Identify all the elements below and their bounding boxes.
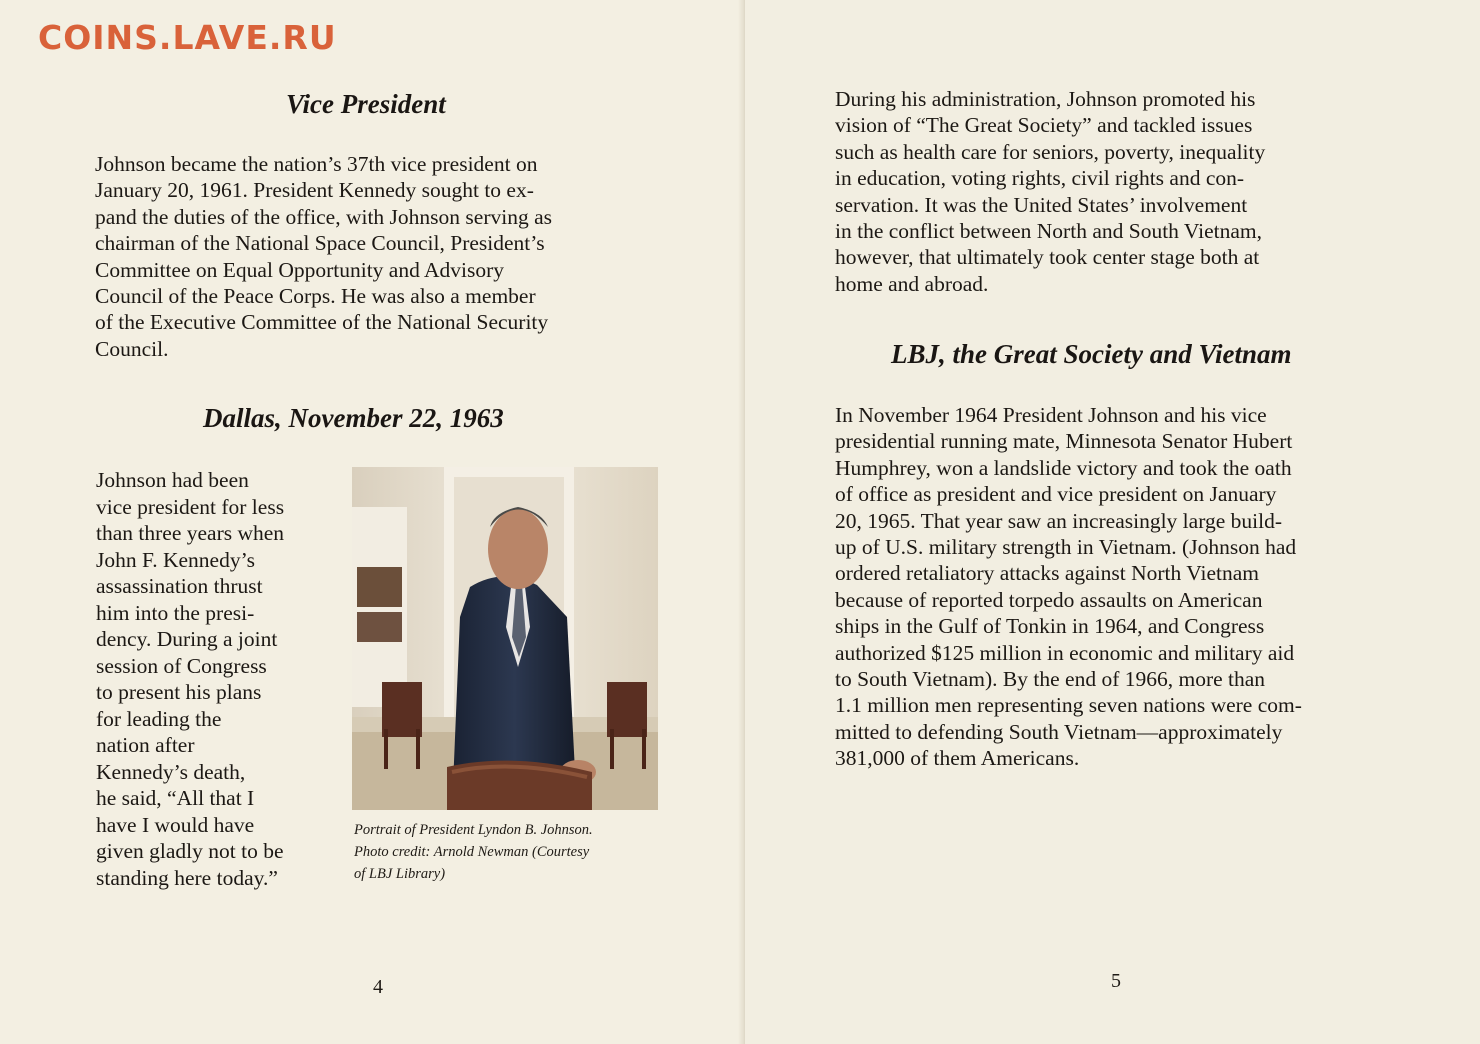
text-line: Johnson had been bbox=[96, 468, 249, 492]
text-line: given gladly not to be bbox=[96, 839, 284, 863]
text-line: of the Executive Committee of the National Security bbox=[95, 310, 549, 335]
text-line: nation after bbox=[96, 733, 195, 757]
text-line: Council of the Peace Corps. He was also a member bbox=[95, 284, 536, 309]
text-line: he said, “All that I bbox=[96, 786, 255, 810]
text-line: servation. It was the United States’ involvement bbox=[835, 192, 1248, 217]
caption-line: Portrait of President Lyndon B. Johnson. bbox=[354, 822, 593, 838]
text-line: presidential running mate, Minnesota Senator Hubert bbox=[835, 429, 1293, 454]
text-line: him into the presi- bbox=[96, 600, 255, 625]
text-line: have I would have bbox=[96, 812, 255, 837]
text-line: Humphrey, won a landslide victory and took the oath bbox=[835, 455, 1292, 480]
text-line: ships in the Gulf of Tonkin in 1964, and Congress bbox=[835, 614, 1265, 639]
vice-president-paragraph bbox=[95, 151, 552, 362]
dallas-paragraph bbox=[96, 467, 284, 891]
vietnam-paragraph bbox=[835, 402, 1302, 772]
text-line: in education, voting rights, civil rights and con- bbox=[835, 166, 1245, 191]
text-line: to South Vietnam). By the end of 1966, more than bbox=[835, 667, 1266, 692]
text-line: mitted to defending South Vietnam—approximately bbox=[835, 719, 1283, 744]
text-line: to present his plans bbox=[96, 680, 262, 704]
text-line: ordered retaliatory attacks against North Vietnam bbox=[835, 561, 1259, 586]
text-line: Kennedy’s death, bbox=[96, 759, 246, 784]
portrait-photo bbox=[352, 467, 658, 810]
text-line: for leading the bbox=[96, 706, 222, 731]
text-line: of office as president and vice president on January bbox=[835, 482, 1277, 507]
text-line: up of U.S. military strength in Vietnam. (Johnson had bbox=[835, 535, 1297, 560]
photo-caption bbox=[354, 819, 593, 885]
text-line: Council. bbox=[95, 336, 169, 361]
text-line: dency. During a joint bbox=[96, 627, 278, 651]
text-line: standing here today.” bbox=[96, 865, 278, 890]
caption-line: Photo credit: Arnold Newman (Courtesy bbox=[354, 844, 590, 860]
text-line: January 20, 1961. President Kennedy sought to ex- bbox=[95, 178, 534, 203]
text-line: such as health care for seniors, poverty, inequality bbox=[835, 139, 1266, 164]
caption-line: of LBJ Library) bbox=[354, 866, 446, 882]
text-line: assassination thrust bbox=[96, 574, 263, 598]
text-line: in the conflict between North and South Vietnam, bbox=[835, 219, 1263, 244]
text-line: During his administration, Johnson promoted his bbox=[835, 87, 1256, 111]
heading-dallas: Dallas, November 22, 1963 bbox=[203, 403, 504, 433]
text-line: however, that ultimately took center stage both at bbox=[835, 245, 1260, 270]
text-line: 1.1 million men representing seven nations were com- bbox=[835, 693, 1302, 718]
page-number-right: 5 bbox=[1111, 970, 1121, 992]
text-line: session of Congress bbox=[96, 653, 267, 678]
text-line: In November 1964 President Johnson and his vice bbox=[835, 403, 1267, 427]
text-line: John F. Kennedy’s bbox=[96, 547, 255, 572]
heading-vice-president: Vice President bbox=[286, 89, 446, 119]
page-number-left: 4 bbox=[373, 976, 383, 998]
portrait-illustration bbox=[352, 467, 658, 810]
right-page bbox=[745, 0, 1480, 1044]
text-line: vision of “The Great Society” and tackled issues bbox=[835, 113, 1253, 138]
text-line: vice president for less bbox=[96, 494, 285, 519]
text-line: 381,000 of them Americans. bbox=[835, 746, 1080, 771]
text-line: pand the duties of the office, with Johnson serving as bbox=[95, 204, 552, 229]
watermark: COINS.LAVE.RU bbox=[38, 18, 337, 57]
text-line: home and abroad. bbox=[835, 271, 989, 296]
great-society-intro-paragraph bbox=[835, 86, 1265, 297]
text-line: authorized $125 million in economic and military aid bbox=[835, 640, 1295, 665]
text-line: than three years when bbox=[96, 521, 285, 545]
text-line: 20, 1965. That year saw an increasingly large build- bbox=[835, 508, 1282, 533]
text-line: because of reported torpedo assaults on American bbox=[835, 587, 1263, 612]
text-line: chairman of the National Space Council, President’s bbox=[95, 231, 545, 256]
text-line: Johnson became the nation’s 37th vice president on bbox=[95, 152, 538, 176]
heading-lbj-great-society: LBJ, the Great Society and Vietnam bbox=[891, 339, 1292, 369]
text-line: Committee on Equal Opportunity and Advisory bbox=[95, 257, 505, 282]
